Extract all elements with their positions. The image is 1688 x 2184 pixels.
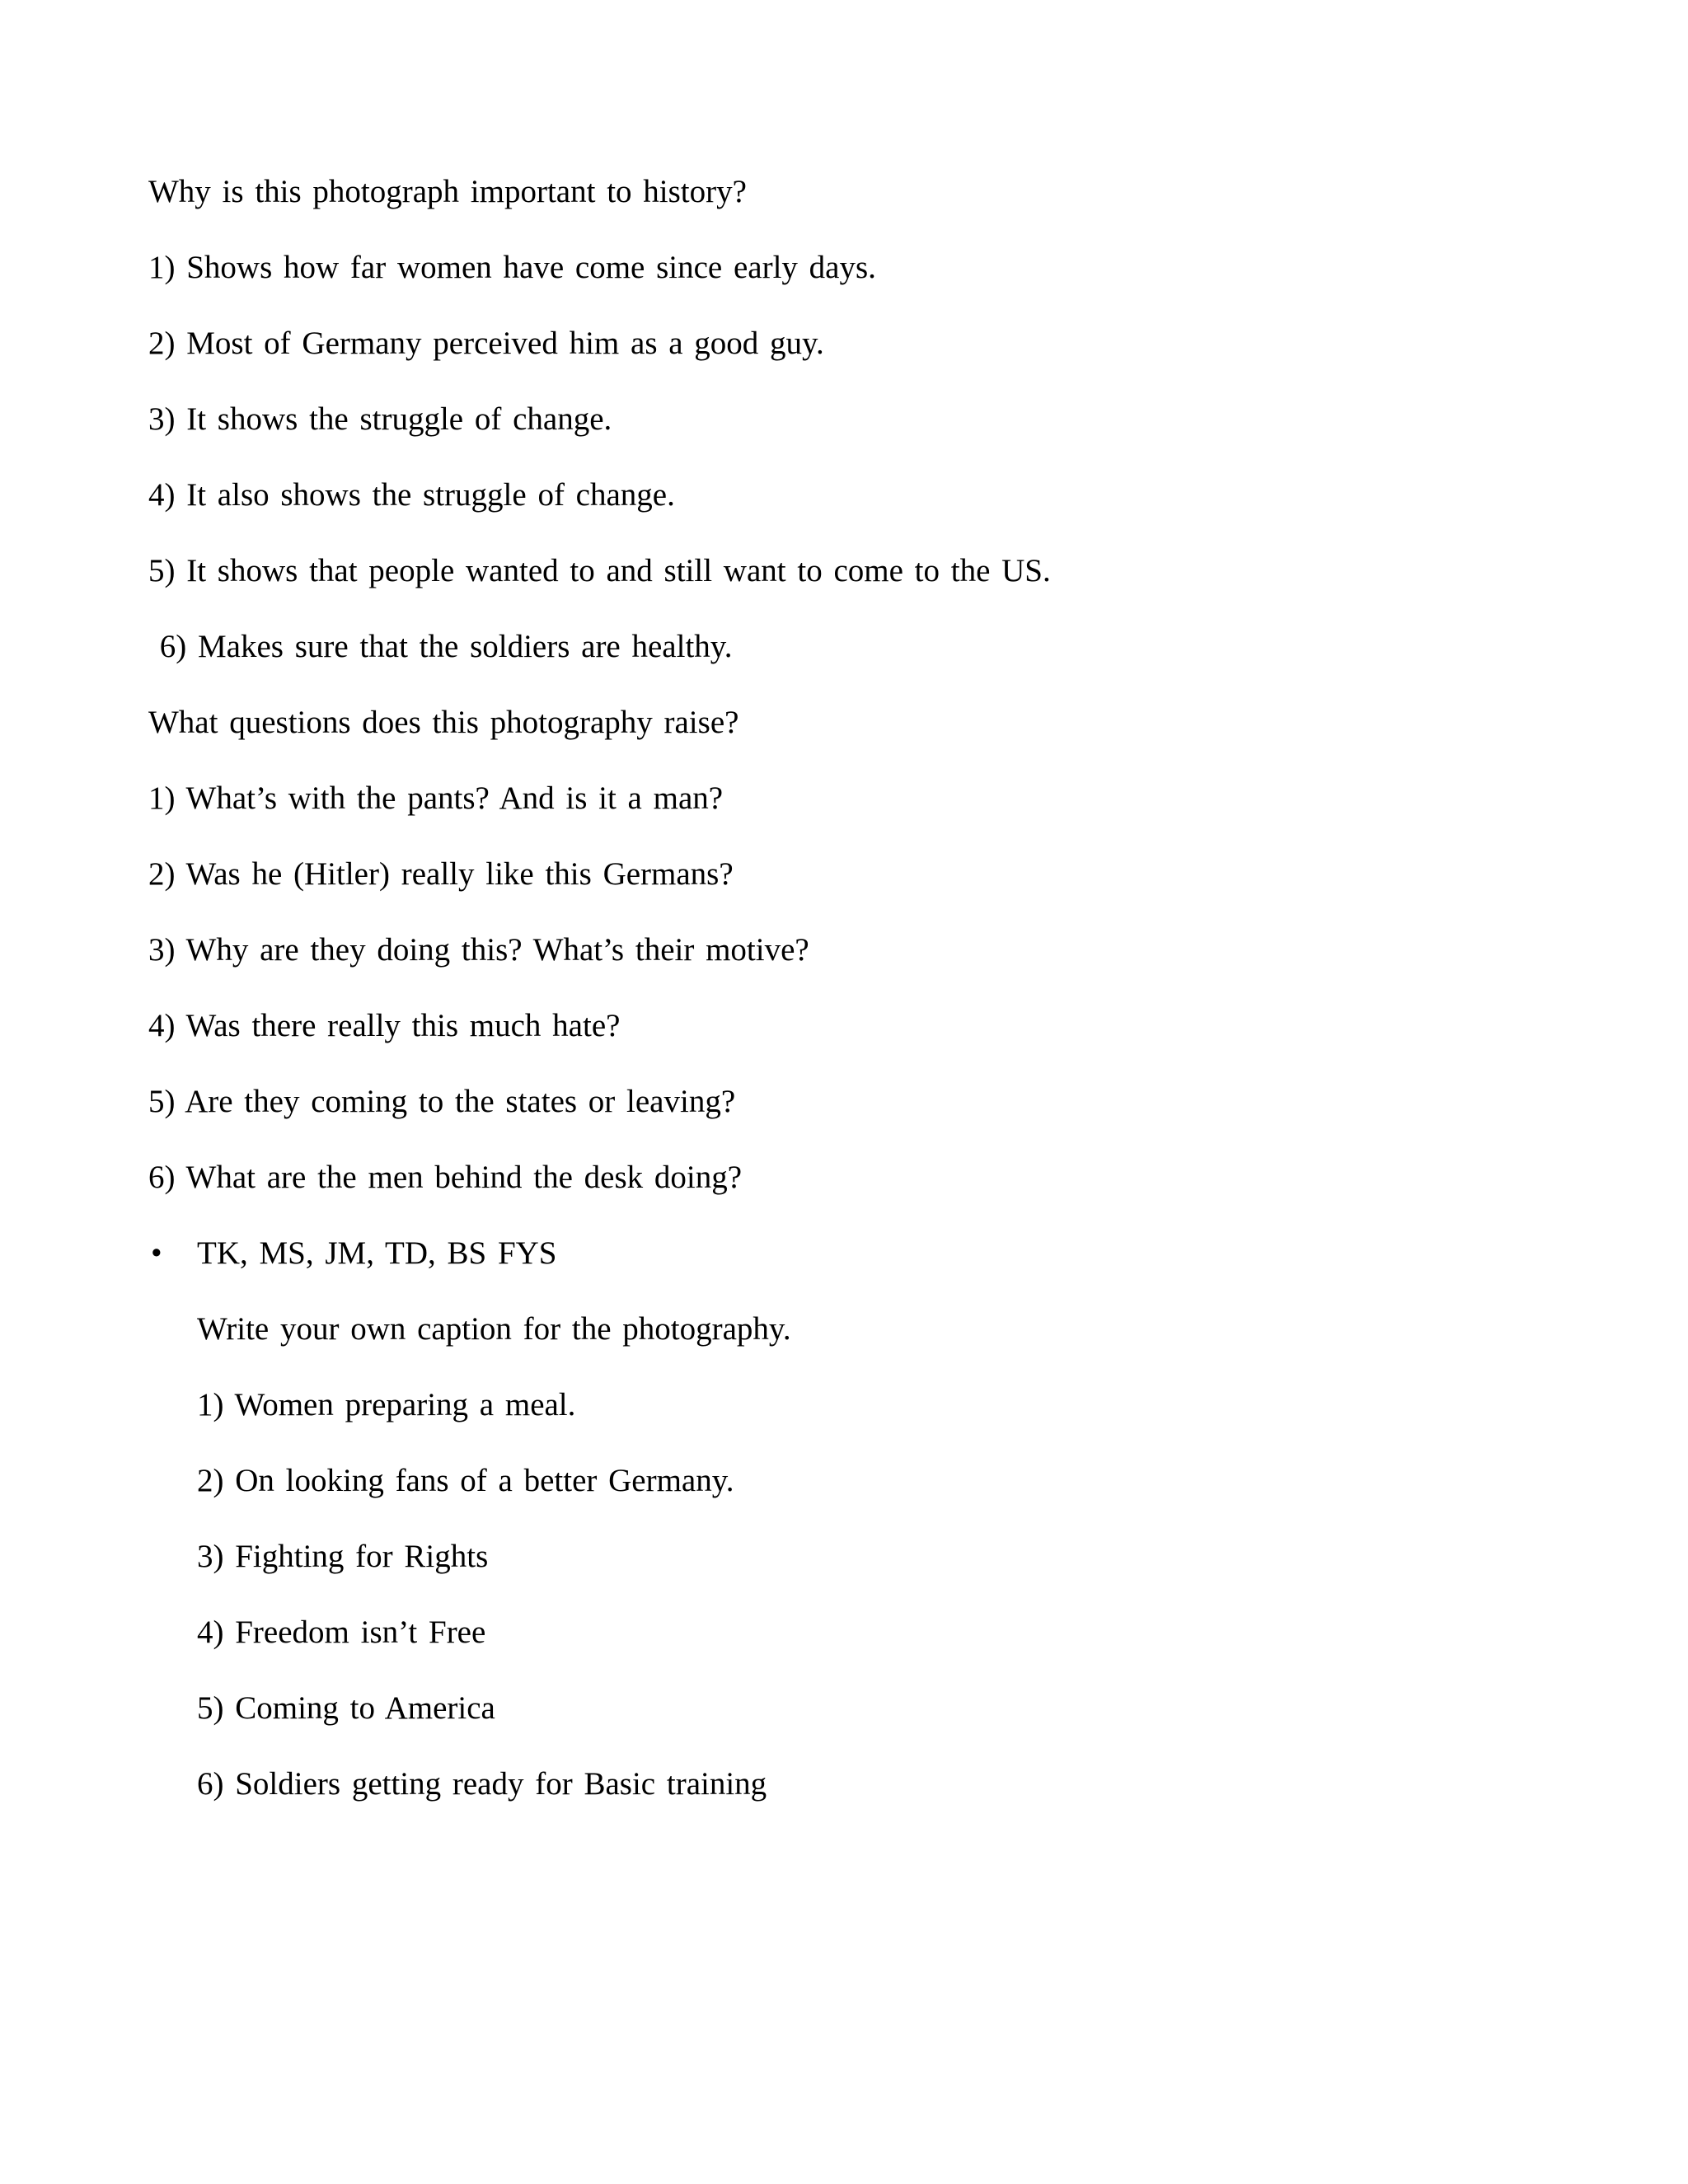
section3-item-4: 4) Freedom isn’t Free [197,1615,486,1650]
section3-item-6: 6) Soldiers getting ready for Basic training [197,1766,767,1802]
section1-item-3: 3) It shows the struggle of change. [148,401,612,437]
section2-heading: What questions does this photography raise? [148,705,739,740]
section1-item-5: 5) It shows that people wanted to and still want to come to the US. [148,553,1051,588]
section2-item-6: 6) What are the men behind the desk doing? [148,1160,743,1195]
section3-item-3: 3) Fighting for Rights [197,1539,489,1574]
section1-item-2: 2) Most of Germany perceived him as a good guy. [148,326,824,361]
section3-heading: Write your own caption for the photography. [197,1311,791,1347]
section1-item-6: 6) Makes sure that the soldiers are healthy. [148,629,733,664]
section2-item-5: 5) Are they coming to the states or leaving? [148,1084,736,1119]
bullet-initials: TK, MS, JM, TD, BS FYS [197,1235,557,1271]
section3-item-5: 5) Coming to America [197,1690,495,1726]
section3-item-2: 2) On looking fans of a better Germany. [197,1463,734,1498]
section2-item-2: 2) Was he (Hitler) really like this Germans? [148,856,734,892]
section3-item-1: 1) Women preparing a meal. [197,1387,576,1422]
section2-item-3: 3) Why are they doing this? What’s their motive? [148,932,809,968]
section2-item-1: 1) What’s with the pants? And is it a man? [148,780,724,816]
section2-item-4: 4) Was there really this much hate? [148,1008,621,1043]
section1-item-1: 1) Shows how far women have come since early days. [148,250,876,285]
bullet-icon: • [151,1235,162,1271]
section1-heading: Why is this photograph important to history? [148,174,747,209]
section1-item-4: 4) It also shows the struggle of change. [148,477,675,513]
